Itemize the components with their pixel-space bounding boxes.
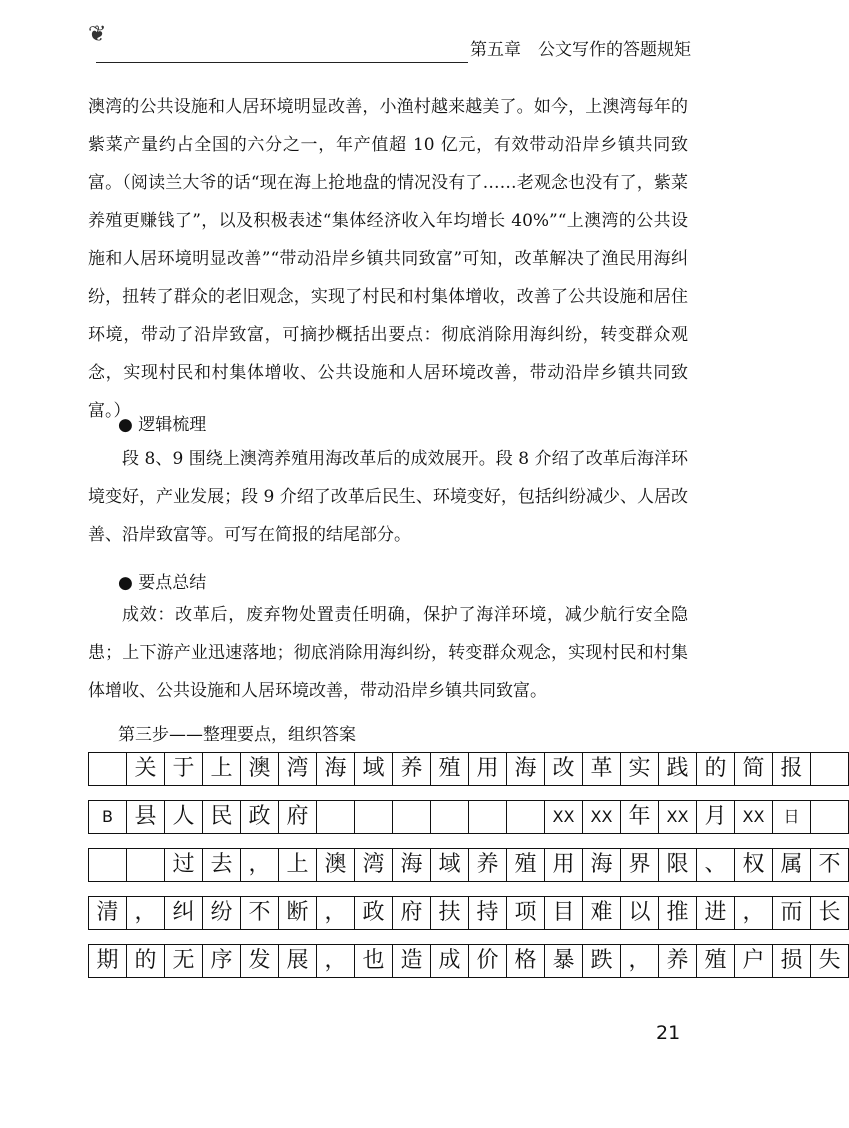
grid-cell: B <box>89 801 127 834</box>
grid-cell: 长 <box>811 897 849 930</box>
grid-cell <box>811 753 849 786</box>
grid-cell: 用 <box>545 849 583 882</box>
grid-cell: 纠 <box>165 897 203 930</box>
grid-cell <box>355 801 393 834</box>
grid-cell: 期 <box>89 945 127 978</box>
grid-row <box>89 753 849 786</box>
grid-cell: 发 <box>241 945 279 978</box>
grid-cell: 于 <box>165 753 203 786</box>
grid-cell: 户 <box>735 945 773 978</box>
grid-cell: 限 <box>659 849 697 882</box>
grid-cell: ， <box>317 945 355 978</box>
grid-cell: 域 <box>355 753 393 786</box>
paragraph-summary: 成效：改革后，废弃物处置责任明确，保护了海洋环境，减少航行安全隐患；上下游产业迅速落地；彻底消除用海纠纷，转变群众观念，实现村民和村集体增收、公共设施和人居环境改善，带动沿岸乡镇共同致富。 <box>88 605 688 701</box>
grid-cell: 海 <box>583 849 621 882</box>
grid-cell: 政 <box>355 897 393 930</box>
grid-cell: 暴 <box>545 945 583 978</box>
grid-cell: 关 <box>127 753 165 786</box>
grid-cell: ， <box>241 849 279 882</box>
grid-cell: 、 <box>697 849 735 882</box>
grid-cell: 府 <box>279 801 317 834</box>
grid-row <box>89 945 849 978</box>
grid-cell <box>811 801 849 834</box>
grid-cell: XX <box>735 801 773 834</box>
grid-cell: 澳 <box>241 753 279 786</box>
page-header <box>88 18 691 60</box>
grid-spacer <box>89 882 849 897</box>
grid-spacer <box>89 786 849 801</box>
grid-cell: 实 <box>621 753 659 786</box>
grid-cell: 格 <box>507 945 545 978</box>
grid-cell: 纷 <box>203 897 241 930</box>
grid-cell: 进 <box>697 897 735 930</box>
grid-cell: 以 <box>621 897 659 930</box>
grid-cell: ， <box>317 897 355 930</box>
grid-cell <box>469 801 507 834</box>
grid-cell: 项 <box>507 897 545 930</box>
grid-cell <box>89 849 127 882</box>
grid-cell: 改 <box>545 753 583 786</box>
grid-cell: 展 <box>279 945 317 978</box>
grid-cell: 失 <box>811 945 849 978</box>
grid-cell: 养 <box>659 945 697 978</box>
page-number: 21 <box>656 1022 681 1044</box>
grid-cell: ， <box>735 897 773 930</box>
grid-cell: 推 <box>659 897 697 930</box>
grid-cell: 清 <box>89 897 127 930</box>
grid-cell: 造 <box>393 945 431 978</box>
grid-cell: 不 <box>811 849 849 882</box>
grid-cell: 序 <box>203 945 241 978</box>
grid-cell: XX <box>583 801 621 834</box>
grid-cell: 域 <box>431 849 469 882</box>
grid-cell: 界 <box>621 849 659 882</box>
heading-summary: ● 要点总结 <box>118 573 207 593</box>
grid-cell: 践 <box>659 753 697 786</box>
grid-row <box>89 849 849 882</box>
grid-cell: 的 <box>127 945 165 978</box>
header-rule <box>96 62 468 63</box>
grid-cell: 不 <box>241 897 279 930</box>
grid-cell: 也 <box>355 945 393 978</box>
grid-cell: 人 <box>165 801 203 834</box>
grid-cell <box>393 801 431 834</box>
grid-cell: 用 <box>469 753 507 786</box>
grid-cell: 海 <box>393 849 431 882</box>
heading-logic: ● 逻辑梳理 <box>118 415 207 435</box>
answer-grid <box>88 752 849 978</box>
grid-cell: 权 <box>735 849 773 882</box>
grid-cell: 府 <box>393 897 431 930</box>
grid-cell: 报 <box>773 753 811 786</box>
grid-cell: 革 <box>583 753 621 786</box>
grid-cell <box>127 849 165 882</box>
grid-cell: 养 <box>469 849 507 882</box>
grid-spacer <box>89 834 849 849</box>
grid-cell: 月 <box>697 801 735 834</box>
grid-cell: 县 <box>127 801 165 834</box>
grid-cell: 过 <box>165 849 203 882</box>
grid-cell: 民 <box>203 801 241 834</box>
step3-heading: 第三步——整理要点，组织答案 <box>118 725 356 745</box>
grid-cell: 而 <box>773 897 811 930</box>
grid-cell: 目 <box>545 897 583 930</box>
paragraph-outcomes-analysis: 澳湾的公共设施和人居环境明显改善，小渔村越来越美了。如今，上澳湾每年的紫菜产量约占全国的六分之一，年产值超 10 亿元，有效带动沿岸乡镇共同致富。（阅读兰大爷的话“现在海上抢地盘的情况没有了……老观念也没有了，紫菜养殖更赚钱了”，以及积极表述“集体经济收入年均增长 40%”“上澳湾的公共设施和人居环境明显改善”“带动沿岸乡镇共同致富”可知，改革解决了渔民用海纠纷，扭转了群众的老旧观念，实现了村民和村集体增收，改善了公共设施和居住环境，带动了沿岸致富，可摘抄概括出要点：彻底消除用海纠纷，转变群众观念，实现村民和村集体增收、公共设施和人居环境改善，带动沿岸乡镇共同致富。） <box>88 97 688 421</box>
grid-cell: 无 <box>165 945 203 978</box>
grid-cell: 难 <box>583 897 621 930</box>
grid-cell: 澳 <box>317 849 355 882</box>
grid-row <box>89 897 849 930</box>
grid-cell <box>431 801 469 834</box>
paragraph-logic: 段 8、9 围绕上澳湾养殖用海改革后的成效展开。段 8 介绍了改革后海洋环境变好，产业发展；段 9 介绍了改革后民生、环境变好，包括纠纷减少、人居改善、沿岸致富等。可写在简报的结尾部分。 <box>88 449 688 545</box>
grid-spacer <box>89 930 849 945</box>
grid-cell: 属 <box>773 849 811 882</box>
grid-cell: 海 <box>507 753 545 786</box>
grid-cell: 简 <box>735 753 773 786</box>
grid-cell: 殖 <box>431 753 469 786</box>
grid-cell: 海 <box>317 753 355 786</box>
grid-cell: 持 <box>469 897 507 930</box>
grid-cell: 去 <box>203 849 241 882</box>
grid-cell: 扶 <box>431 897 469 930</box>
grid-cell: 日 <box>773 801 811 834</box>
grid-cell: 损 <box>773 945 811 978</box>
grid-cell: 价 <box>469 945 507 978</box>
grid-cell: ， <box>127 897 165 930</box>
grid-cell: 上 <box>279 849 317 882</box>
grid-cell: 的 <box>697 753 735 786</box>
grid-cell: 养 <box>393 753 431 786</box>
grid-cell: ， <box>621 945 659 978</box>
grid-cell: 断 <box>279 897 317 930</box>
grid-cell: 湾 <box>279 753 317 786</box>
grid-row <box>89 801 849 834</box>
grid-cell: XX <box>545 801 583 834</box>
grid-cell: 殖 <box>697 945 735 978</box>
grid-cell: 上 <box>203 753 241 786</box>
grid-cell: 殖 <box>507 849 545 882</box>
sprout-icon: ❦ <box>88 22 107 47</box>
grid-cell: 年 <box>621 801 659 834</box>
grid-cell <box>317 801 355 834</box>
grid-cell <box>89 753 127 786</box>
grid-cell: 政 <box>241 801 279 834</box>
grid-cell: 成 <box>431 945 469 978</box>
grid-cell <box>507 801 545 834</box>
chapter-title: 第五章 公文写作的答题规矩 <box>470 40 691 60</box>
grid-cell: 湾 <box>355 849 393 882</box>
grid-cell: XX <box>659 801 697 834</box>
grid-cell: 跌 <box>583 945 621 978</box>
